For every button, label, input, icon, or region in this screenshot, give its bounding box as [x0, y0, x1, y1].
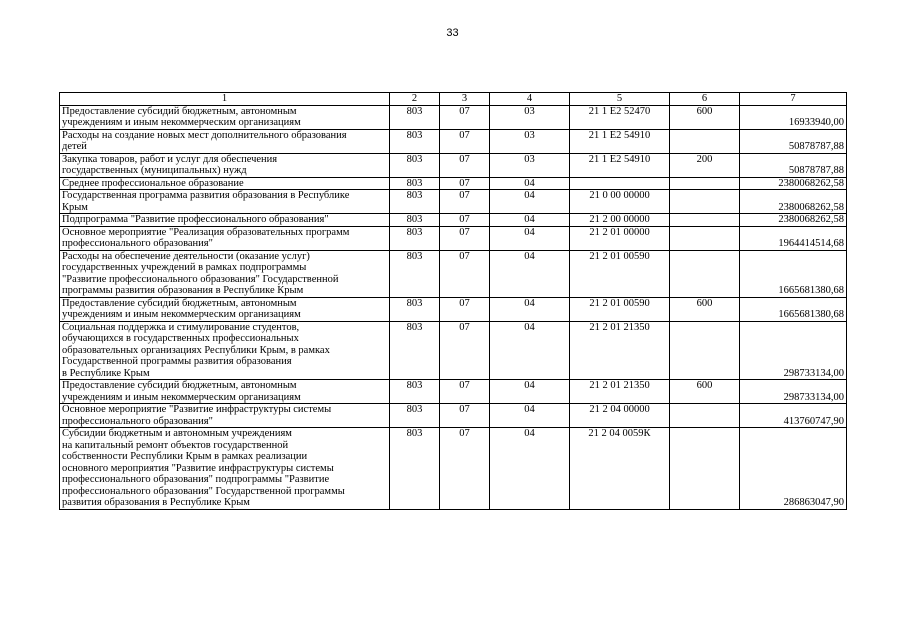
cell-target-article: 21 2 04 0059К [570, 428, 670, 510]
cell-ministry-code: 803 [390, 404, 440, 428]
table-row [60, 129, 847, 153]
cell-amount: 1665681380,68 [740, 250, 847, 297]
table-row [60, 105, 847, 129]
table-row [60, 321, 847, 380]
cell-section-code: 07 [440, 380, 490, 404]
cell-amount: 50878787,88 [740, 153, 847, 177]
table-row [60, 250, 847, 297]
cell-section-code: 07 [440, 214, 490, 227]
header-col-7: 7 [740, 93, 847, 106]
table-row [60, 404, 847, 428]
table-row [60, 428, 847, 510]
cell-subsection-code: 03 [490, 105, 570, 129]
cell-name: Государственная программа развития образования в Республике Крым [60, 190, 390, 214]
cell-section-code: 07 [440, 428, 490, 510]
header-col-6: 6 [670, 93, 740, 106]
cell-expense-type: 200 [670, 153, 740, 177]
cell-ministry-code: 803 [390, 129, 440, 153]
cell-subsection-code: 04 [490, 404, 570, 428]
cell-expense-type [670, 404, 740, 428]
cell-ministry-code: 803 [390, 177, 440, 190]
cell-expense-type: 600 [670, 380, 740, 404]
cell-target-article: 21 2 04 00000 [570, 404, 670, 428]
cell-subsection-code: 04 [490, 250, 570, 297]
cell-name: Субсидии бюджетным и автономным учреждениям на капитальный ремонт объектов государственной собственности Республики Крым в рамках реализации основного мероприятия "Развитие инфраструктуры системы профессионального образования" подпрограммы "Развитие профессионального образования" Государственной программы развития образования в Республике Крым [60, 428, 390, 510]
cell-expense-type [670, 129, 740, 153]
cell-name: Расходы на обеспечение деятельности (оказание услуг) государственных учреждений в рамках подпрограммы "Развитие профессионального образования" Государственной программы развития образования в Республике Крым [60, 250, 390, 297]
table-row [60, 214, 847, 227]
table-row [60, 297, 847, 321]
cell-expense-type [670, 226, 740, 250]
cell-target-article [570, 177, 670, 190]
table-row [60, 190, 847, 214]
cell-ministry-code: 803 [390, 226, 440, 250]
cell-amount: 413760747,90 [740, 404, 847, 428]
cell-expense-type [670, 214, 740, 227]
cell-name: Социальная поддержка и стимулирование студентов, обучающихся в государственных профессиональных образовательных организациях Республики Крым, в рамках Государственной программы развития образования в Республике Крым [60, 321, 390, 380]
cell-amount: 50878787,88 [740, 129, 847, 153]
cell-subsection-code: 03 [490, 129, 570, 153]
cell-name: Основное мероприятие "Развитие инфраструктуры системы профессионального образования" [60, 404, 390, 428]
cell-expense-type [670, 177, 740, 190]
cell-subsection-code: 04 [490, 321, 570, 380]
cell-subsection-code: 04 [490, 380, 570, 404]
cell-expense-type [670, 321, 740, 380]
cell-target-article: 21 1 E2 52470 [570, 105, 670, 129]
cell-amount: 2380068262,58 [740, 177, 847, 190]
cell-expense-type [670, 190, 740, 214]
cell-target-article: 21 2 01 21350 [570, 321, 670, 380]
cell-section-code: 07 [440, 297, 490, 321]
cell-target-article: 21 2 01 00590 [570, 297, 670, 321]
cell-section-code: 07 [440, 226, 490, 250]
cell-target-article: 21 1 E2 54910 [570, 129, 670, 153]
cell-target-article: 21 2 01 00000 [570, 226, 670, 250]
cell-amount: 2380068262,58 [740, 190, 847, 214]
table-row [60, 226, 847, 250]
cell-ministry-code: 803 [390, 297, 440, 321]
budget-table [59, 92, 847, 510]
cell-section-code: 07 [440, 129, 490, 153]
table-row [60, 380, 847, 404]
cell-subsection-code: 04 [490, 214, 570, 227]
cell-target-article: 21 1 E2 54910 [570, 153, 670, 177]
cell-name: Предоставление субсидий бюджетным, автономным учреждениям и иным некоммерческим организациям [60, 380, 390, 404]
cell-amount: 2380068262,58 [740, 214, 847, 227]
cell-name: Закупка товаров, работ и услуг для обеспечения государственных (муниципальных) нужд [60, 153, 390, 177]
cell-ministry-code: 803 [390, 214, 440, 227]
cell-section-code: 07 [440, 404, 490, 428]
page-number: 33 [446, 27, 459, 39]
header-col-2: 2 [390, 93, 440, 106]
cell-subsection-code: 04 [490, 428, 570, 510]
cell-amount: 1964414514,68 [740, 226, 847, 250]
cell-target-article: 21 0 00 00000 [570, 190, 670, 214]
cell-subsection-code: 04 [490, 297, 570, 321]
cell-name: Подпрограмма "Развитие профессионального образования" [60, 214, 390, 227]
cell-ministry-code: 803 [390, 105, 440, 129]
cell-section-code: 07 [440, 153, 490, 177]
cell-amount: 298733134,00 [740, 380, 847, 404]
cell-name: Предоставление субсидий бюджетным, автономным учреждениям и иным некоммерческим организациям [60, 297, 390, 321]
cell-section-code: 07 [440, 177, 490, 190]
cell-subsection-code: 04 [490, 177, 570, 190]
cell-ministry-code: 803 [390, 153, 440, 177]
cell-name: Расходы на создание новых мест дополнительного образования детей [60, 129, 390, 153]
cell-amount: 1665681380,68 [740, 297, 847, 321]
cell-target-article: 21 2 01 00590 [570, 250, 670, 297]
table-row [60, 177, 847, 190]
cell-section-code: 07 [440, 105, 490, 129]
cell-ministry-code: 803 [390, 321, 440, 380]
cell-target-article: 21 2 01 21350 [570, 380, 670, 404]
cell-expense-type: 600 [670, 297, 740, 321]
cell-expense-type [670, 250, 740, 297]
cell-expense-type: 600 [670, 105, 740, 129]
cell-ministry-code: 803 [390, 428, 440, 510]
cell-name: Основное мероприятие "Реализация образовательных программ профессионального образования" [60, 226, 390, 250]
cell-target-article: 21 2 00 00000 [570, 214, 670, 227]
cell-section-code: 07 [440, 250, 490, 297]
table-header-row [60, 93, 847, 106]
cell-amount: 286863047,90 [740, 428, 847, 510]
cell-ministry-code: 803 [390, 190, 440, 214]
header-col-5: 5 [570, 93, 670, 106]
cell-subsection-code: 04 [490, 226, 570, 250]
header-col-1: 1 [60, 93, 390, 106]
cell-ministry-code: 803 [390, 380, 440, 404]
cell-amount: 298733134,00 [740, 321, 847, 380]
cell-ministry-code: 803 [390, 250, 440, 297]
table-row [60, 153, 847, 177]
cell-subsection-code: 03 [490, 153, 570, 177]
cell-name: Среднее профессиональное образование [60, 177, 390, 190]
cell-section-code: 07 [440, 190, 490, 214]
cell-expense-type [670, 428, 740, 510]
cell-amount: 16933940,00 [740, 105, 847, 129]
cell-name: Предоставление субсидий бюджетным, автономным учреждениям и иным некоммерческим организациям [60, 105, 390, 129]
header-col-4: 4 [490, 93, 570, 106]
cell-subsection-code: 04 [490, 190, 570, 214]
header-col-3: 3 [440, 93, 490, 106]
cell-section-code: 07 [440, 321, 490, 380]
